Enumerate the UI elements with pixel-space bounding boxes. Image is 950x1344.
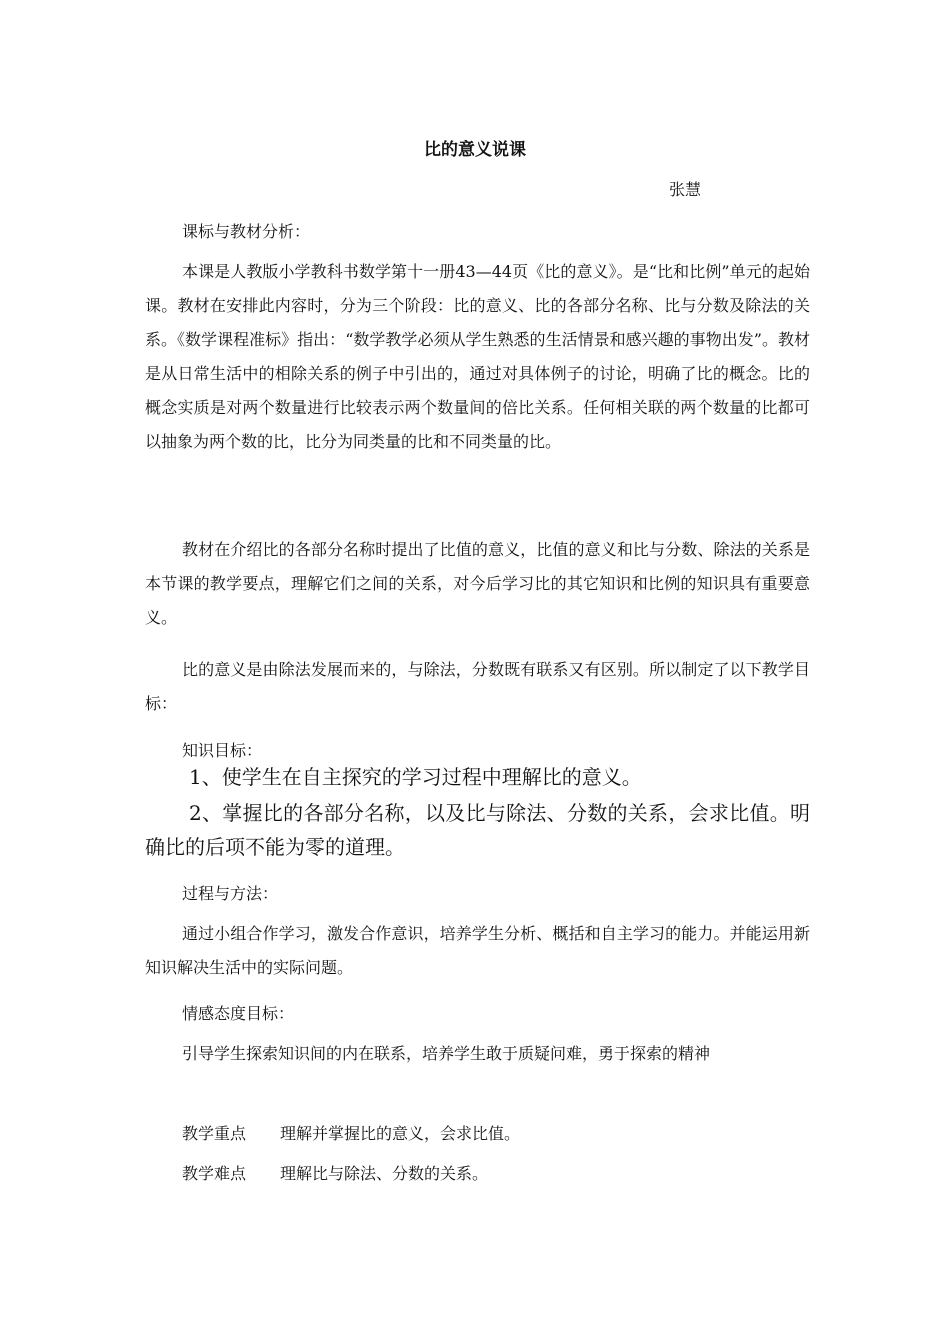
key-point-text: 理解并掌握比的意义，会求比值。 xyxy=(280,1124,521,1143)
knowledge-goal-item-2: 2、掌握比的各部分名称，以及比与除法、分数的关系，会求比值。明确比的后项不能为零的道理。 xyxy=(145,801,810,859)
emotion-heading: 情感态度目标： xyxy=(182,1004,295,1023)
analysis-paragraph-1: 本课是人教版小学教科书数学第十一册43—44页《比的意义》。是“比和比例”单元的起始课。教材在安排此内容时，分为三个阶段：比的意义、比的各部分名称、比与分数及除法的关系。《数学课程准标》指出：“数学教学必须从学生熟悉的生活情景和感兴趣的事物出发”。教材是从日常生活中的相除关系的例子中引出的，通过对具体例子的讨论，明确了比的概念。比的概念实质是对两个数量进行比较表示两个数量间的倍比关系。任何相关联的两个数量的比都可以抽象为两个数的比，比分为同类量的比和不同类量的比。 xyxy=(145,262,810,451)
key-point-row xyxy=(182,1122,520,1146)
difficulty-label: 教学难点 xyxy=(182,1164,247,1183)
author-name: 张慧 xyxy=(669,180,702,199)
knowledge-goal-item-1: 1、使学生在自主探究的学习过程中理解比的意义。 xyxy=(189,765,642,789)
difficulty-text: 理解比与除法、分数的关系。 xyxy=(280,1164,489,1183)
analysis-paragraph-3: 比的意义是由除法发展而来的，与除法，分数既有联系又有区别。所以制定了以下教学目标： xyxy=(145,660,810,713)
emotion-text: 引导学生探索知识间的内在联系，培养学生敢于质疑问难，勇于探索的精神 xyxy=(182,1044,711,1063)
key-point-label: 教学重点 xyxy=(182,1124,247,1143)
process-heading: 过程与方法： xyxy=(182,884,279,903)
analysis-paragraph-2: 教材在介绍比的各部分名称时提出了比值的意义，比值的意义和比与分数、除法的关系是本节课的教学要点，理解它们之间的关系，对今后学习比的其它知识和比例的知识具有重要意义。 xyxy=(145,540,810,627)
document-title: 比的意义说课 xyxy=(424,140,526,160)
analysis-heading: 课标与教材分析： xyxy=(182,222,311,241)
knowledge-goals-heading: 知识目标： xyxy=(182,741,263,760)
process-text: 通过小组合作学习，激发合作意识，培养学生分析、概括和自主学习的能力。并能运用新知识解决生活中的实际问题。 xyxy=(145,924,810,977)
difficulty-row xyxy=(182,1162,488,1186)
